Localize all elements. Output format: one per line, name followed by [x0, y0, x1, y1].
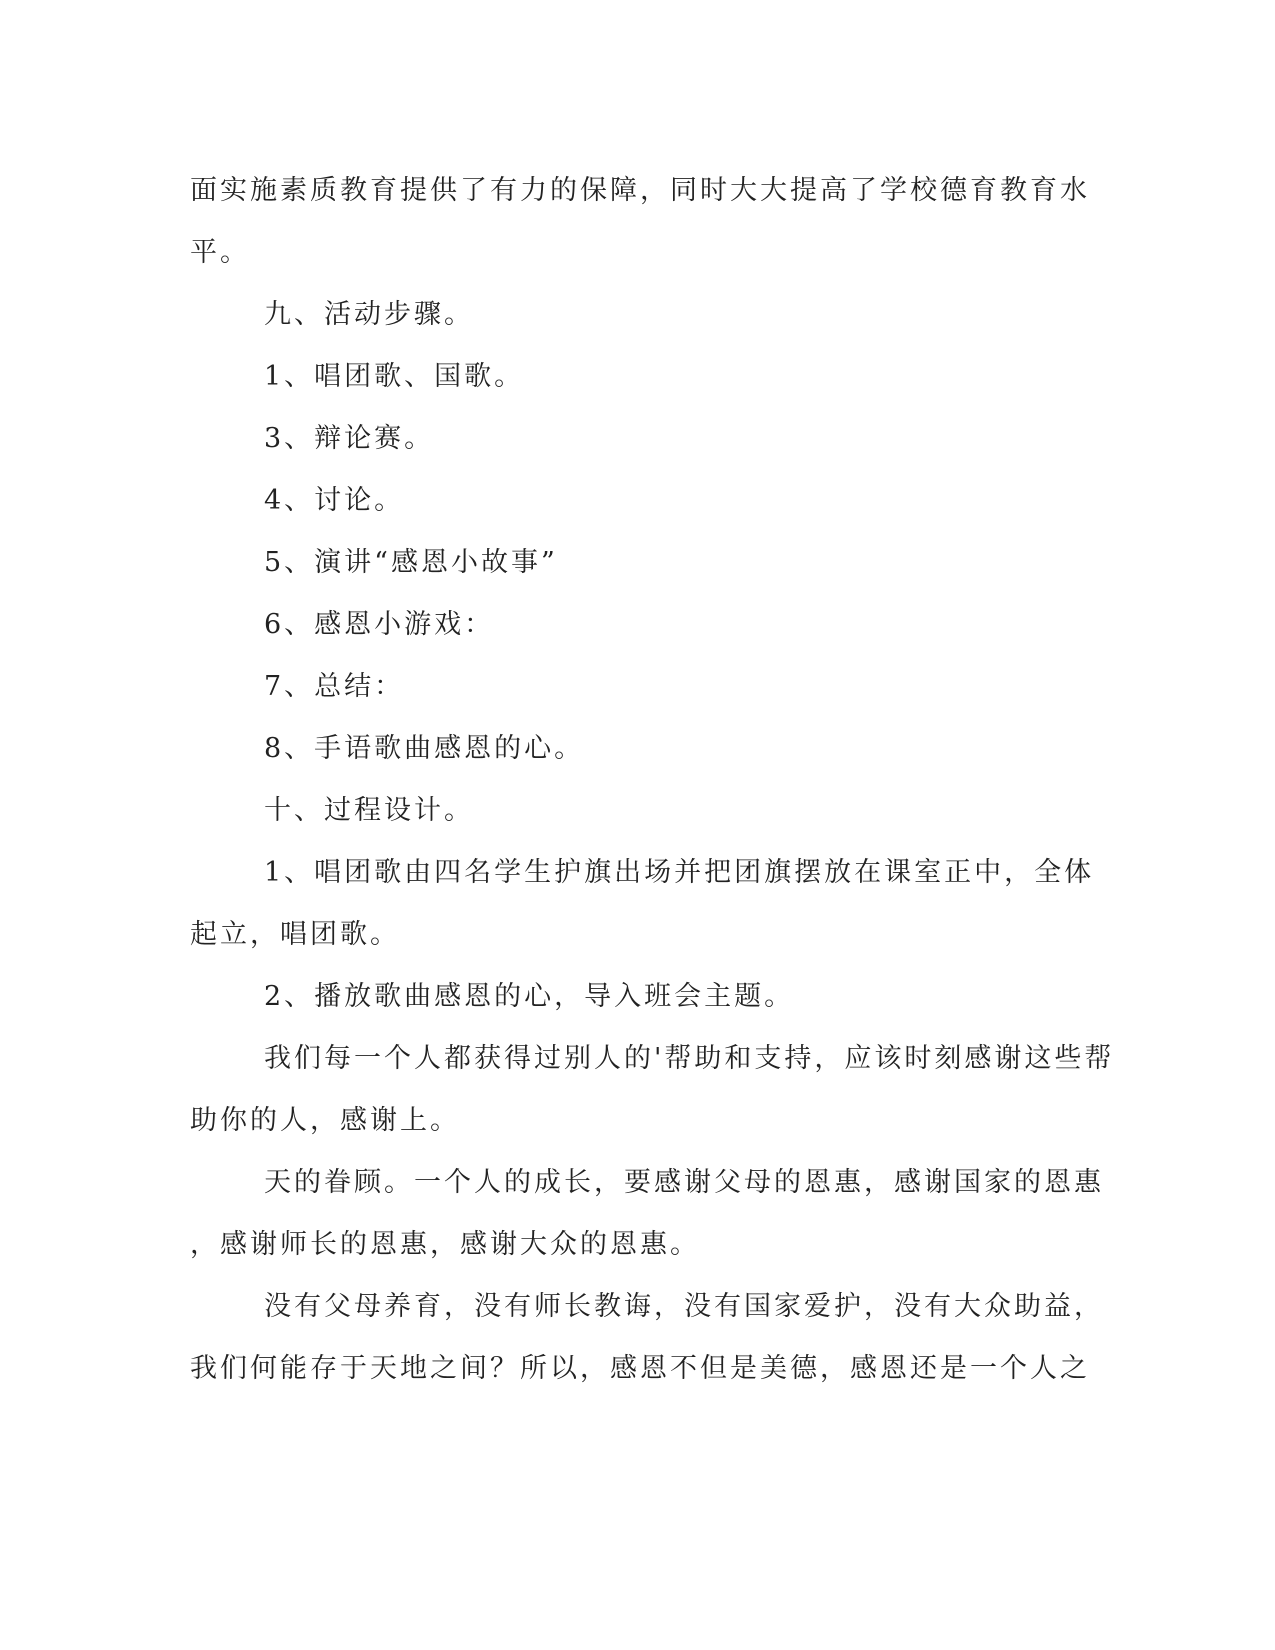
list-item-step-8: 8、手语歌曲感恩的心。 [264, 733, 585, 764]
paragraph-line: 起立，唱团歌。 [190, 919, 400, 950]
list-item-step-1: 1、唱团歌、国歌。 [264, 361, 525, 392]
list-item-step-7: 7、总结： [264, 671, 405, 702]
text-line-1: 面实施素质教育提供了有力的保障，同时大大提高了学校德育教育水 [190, 175, 1090, 206]
document-body [190, 160, 1115, 1400]
list-item-step-6: 6、感恩小游戏： [264, 609, 495, 640]
paragraph-line: 天的眷顾。一个人的成长，要感谢父母的恩惠，感谢国家的恩惠 [264, 1167, 1104, 1198]
paragraph-line: 1、唱团歌由四名学生护旗出场并把团旗摆放在课室正中，全体 [264, 857, 1095, 888]
paragraph-line: ，感谢师长的恩惠，感谢大众的恩惠。 [190, 1229, 700, 1260]
list-item-step-3: 3、辩论赛。 [264, 423, 435, 454]
paragraph-line: 助你的人，感谢上。 [190, 1105, 460, 1136]
paragraph-line: 我们每一个人都获得过别人的'帮助和支持，应该时刻感谢这些帮 [264, 1043, 1115, 1074]
list-item-step-5: 5、演讲“感恩小故事” [264, 547, 558, 578]
text-line-2: 平。 [190, 237, 250, 268]
list-item-step-4: 4、讨论。 [264, 485, 405, 516]
paragraph-line: 没有父母养育，没有师长教诲，没有国家爱护，没有大众助益， [264, 1291, 1104, 1322]
section-heading-activity-steps: 九、活动步骤。 [264, 299, 474, 330]
section-heading-process-design: 十、过程设计。 [264, 795, 474, 826]
paragraph-line: 2、播放歌曲感恩的心，导入班会主题。 [264, 981, 795, 1012]
paragraph-line: 我们何能存于天地之间？所以，感恩不但是美德，感恩还是一个人之 [190, 1353, 1090, 1384]
